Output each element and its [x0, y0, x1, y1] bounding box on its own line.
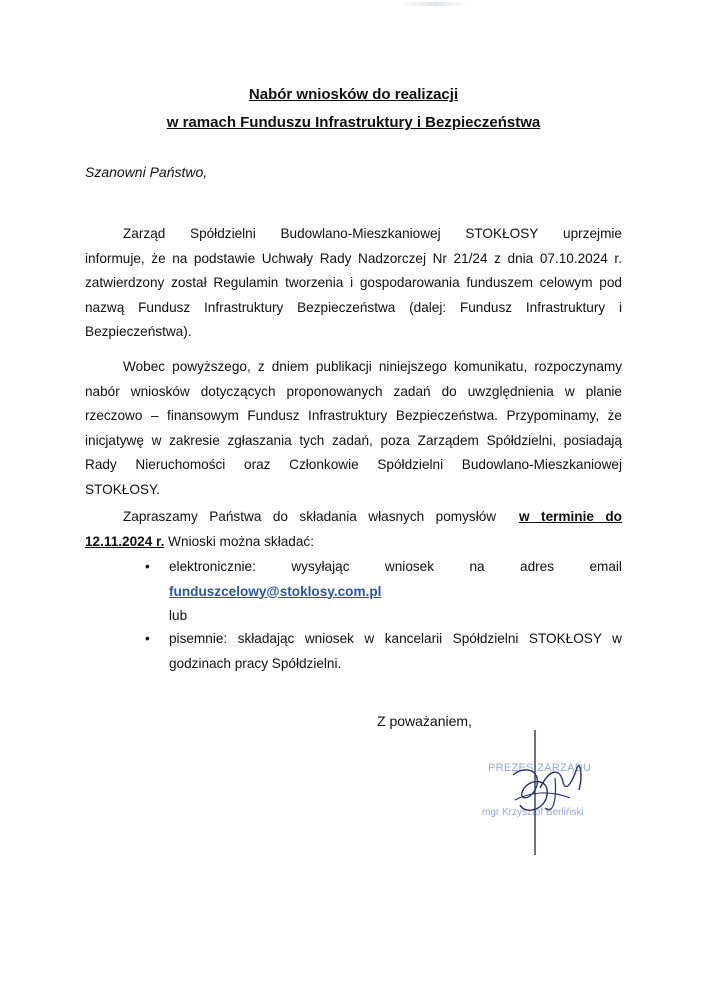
p1-word: Spółdzielni — [190, 226, 256, 241]
p1-word: uprzejmie — [563, 226, 622, 241]
greeting: Szanowni Państwo, — [85, 164, 208, 180]
item1-word: wysyłając — [291, 559, 350, 574]
deadline: w terminie do 12.11.2024 r. — [85, 509, 622, 549]
submission-list-2 — [145, 627, 622, 676]
scan-mark — [400, 2, 470, 6]
item1-word: elektronicznie: — [169, 559, 256, 574]
paragraph-1 — [85, 222, 622, 345]
p1-word: STOKŁOSY — [465, 226, 539, 241]
item1-word: wniosek — [384, 559, 435, 574]
p1-word: Zarząd — [123, 226, 166, 241]
paragraph-2: Wobec powyższego, z dniem publikacji niniejszego komunikatu, rozpoczynamy nabór wniosków dotyczących proponowanych zadań do uwzględnienia w planie rzeczowo – finansowym Fundusz Infrastruktury Bezpieczeństwa. Przypominamy, że inicjatywę w zakresie zgłaszania tych zadań, poza Zarządem Spółdzielni, posiadają Rady Nieruchomości oraz Członkowie Spółdzielni Budowlano-Mieszkaniowej STOKŁOSY. — [85, 359, 622, 497]
bullet-icon: • — [145, 631, 150, 646]
written-text: pisemnie: składając wniosek w kancelarii Spółdzielni STOKŁOSY w godzinach pracy Spółdzielni. — [169, 631, 622, 671]
item1-word: na — [469, 559, 485, 574]
closing: Z poważaniem, — [377, 713, 472, 729]
submission-list-1 — [145, 555, 622, 629]
paragraph-1-rest: informuje, że na podstawie Uchwały Rady Nadzorczej Nr 21/24 z dnia 07.10.2024 r. zatwierdzony został Regulamin tworzenia i gospodarowania funduszem celowym pod nazwą Fundusz Infrastruktury Bezpieczeństwa (dalej: Fundusz Infrastruktury i Bezpieczeństwa). — [85, 250, 622, 339]
paragraph-3-lead: Zapraszamy Państwa do składania własnych pomysłów — [123, 509, 497, 524]
bullet-icon: • — [145, 559, 150, 574]
paragraph-3 — [85, 505, 622, 554]
stamp-title: PREZES ZARZĄDU — [488, 762, 592, 774]
or-label: lub — [169, 608, 188, 623]
list-item-written — [145, 627, 622, 676]
paragraph-1-first-line — [85, 222, 622, 247]
title-line-1: Nabór wniosków do realizacji — [248, 86, 459, 103]
list-item-electronic — [145, 555, 622, 629]
signature-icon — [495, 730, 605, 865]
title-line-2: w ramach Funduszu Infrastruktury i Bezpieczeństwa — [166, 114, 541, 131]
stamp-name: mgr Krzysztof Berliński — [482, 807, 584, 818]
item1-word: email — [589, 559, 622, 574]
paragraph-3-tail: Wnioski można składać: — [168, 533, 314, 549]
electronic-line — [169, 555, 622, 580]
email-link[interactable]: funduszcelowy@stoklosy.com.pl — [169, 583, 382, 599]
item1-word: adres — [520, 559, 555, 574]
p1-word: Budowlano-Mieszkaniowej — [280, 226, 441, 241]
